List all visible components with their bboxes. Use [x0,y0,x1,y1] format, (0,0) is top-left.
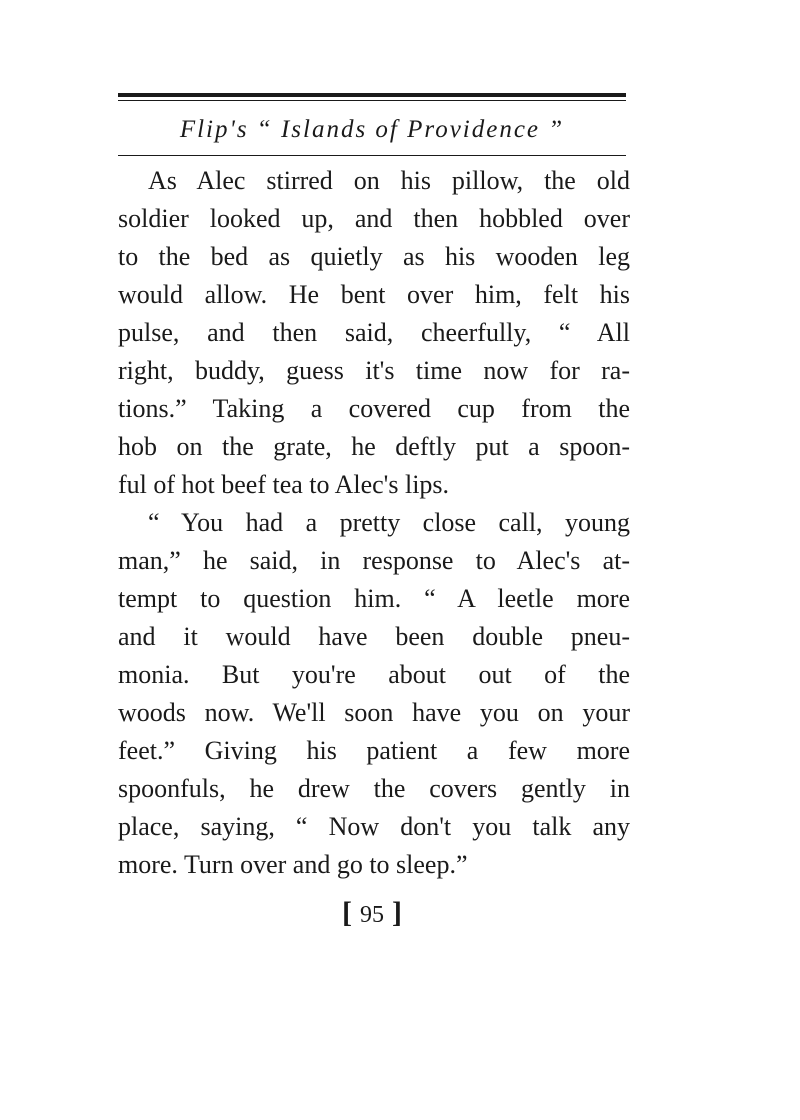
text-line: more. Turn over and go to sleep.” [118,850,468,879]
text-line: man,” he said, in response to Alec's at- [118,546,630,575]
text-line: place, saying, “ Now don't you talk any [118,812,630,841]
running-head: Flip's “ Islands of Providence ” [179,116,565,143]
paragraph-2 [118,504,630,884]
folio-number: 95 [360,902,384,928]
text-line: soldier looked up, and then hobbled over [118,204,630,233]
text-line: to the bed as quietly as his wooden leg [118,242,630,271]
body-text [118,162,630,884]
paragraph-1 [118,162,630,504]
header-rule-thin [118,100,626,101]
running-head-rule [118,155,626,156]
text-line: would allow. He bent over him, felt his [118,280,630,309]
folio-bracket-open: [ [342,896,352,929]
text-line: woods now. We'll soon have you on your [118,698,630,727]
text-line: As Alec stirred on his pillow, the old [148,166,630,195]
text-line: and it would have been double pneu- [118,622,630,651]
text-line: “ You had a pretty close call, young [148,508,630,537]
text-line: tions.” Taking a covered cup from the [118,394,630,423]
page-number [118,893,626,935]
folio-bracket-close: ] [392,896,402,929]
text-line: spoonfuls, he drew the covers gently in [118,774,630,803]
text-line: monia. But you're about out of the [118,660,630,689]
text-line: tempt to question him. “ A leetle more [118,584,630,613]
text-line: hob on the grate, he deftly put a spoon- [118,432,630,461]
text-line: right, buddy, guess it's time now for ra- [118,356,630,385]
header-rule-thick [118,93,626,97]
text-line: ful of hot beef tea to Alec's lips. [118,470,450,499]
text-line: feet.” Giving his patient a few more [118,736,630,765]
text-line: pulse, and then said, cheerfully, “ All [118,318,630,347]
